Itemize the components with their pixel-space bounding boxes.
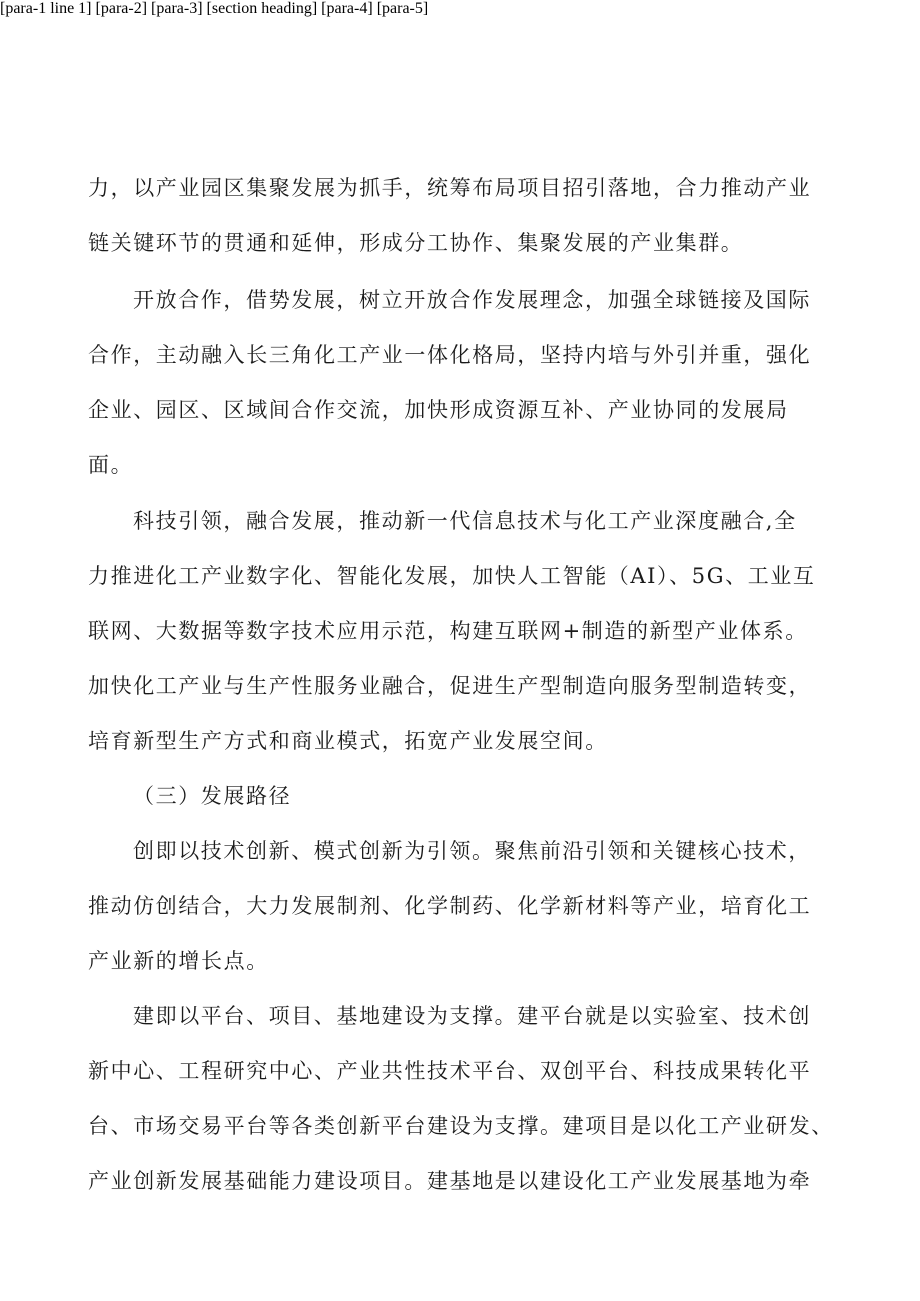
text-line: 面。 bbox=[88, 453, 134, 477]
text-line: 创即以技术创新、模式创新为引领。聚焦前沿引领和关键核心技术， bbox=[133, 839, 811, 863]
text-line: 产业创新发展基础能力建设项目。建基地是以建设化工产业发展基地为牵 bbox=[88, 1169, 812, 1193]
text-line: 新中心、工程研究中心、产业共性技术平台、双创平台、科技成果转化平 bbox=[88, 1059, 812, 1083]
text-line: 力，以产业园区集聚发展为抓手，统筹布局项目招引落地，合力推动产业 bbox=[88, 176, 812, 200]
text-line: 开放合作，借势发展，树立开放合作发展理念，加强全球链接及国际 bbox=[133, 288, 811, 312]
text-line: 台、市场交易平台等各类创新平台建设为支撑。建项目是以化工产业研发、 bbox=[88, 1114, 834, 1138]
text-line: 力推进化工产业数字化、智能化发展，加快人工智能（AI）、5G、工业互 bbox=[88, 564, 816, 588]
text-line: 联网、大数据等数字技术应用示范，构建互联网+制造的新型产业体系。 bbox=[88, 619, 808, 643]
text-line: 产业新的增长点。 bbox=[88, 949, 269, 973]
text-line: 培育新型生产方式和商业模式，拓宽产业发展空间。 bbox=[88, 729, 608, 753]
section-heading: （三）发展路径 bbox=[133, 784, 292, 808]
text-line: 科技引领，融合发展，推动新一代信息技术与化工产业深度融合,全 bbox=[133, 509, 797, 533]
text-line: 企业、园区、区域间合作交流，加快形成资源互补、产业协同的发展局 bbox=[88, 398, 789, 422]
text-line: 建即以平台、项目、基地建设为支撑。建平台就是以实验室、技术创 bbox=[133, 1004, 811, 1028]
document-page: [para-1 line 1] 力，以产业园区集聚发展为抓手，统筹布局项目招引落地，合力推动产业 链关键环节的贯通和延伸，形成分工协作、集聚发展的产业集群。 [para-2] 开放合作，借势发展，树立开放合作发展理念，加强全球链接及国际 合作，主动融入长三角化工产业一体化格局，坚持内培与外引并重，强化 企业、园区、区域间合作交流，加快形成资源互补、产业协同的发展局 面。 [para-3] 科技引领，融合发展，推动新一代信息技术与化工产业深度融合,全 力推进化工产业数字化、智能化发展，加快人工智能（AI）、5G、工业互 联网、大数据等数字技术应用示范，构建互联网+制造的新型产业体系。 加快化工产业与生产性服务业融合，促进生产型制造向服务型制造转变， 培育新型生产方式和商业模式，拓宽产业发展空间。 [section heading] （三）发展路径 [para-4] 创即以技术创新、模式创新为引领。聚焦前沿引领和关键核心技术， 推动仿创结合，大力发展制剂、化学制药、化学新材料等产业，培育化工 产业新的增长点。 [para-5] 建即以平台、项目、基地建设为支撑。建平台就是以实验室、技术创 新中心、工程研究中心、产业共性技术平台、双创平台、科技成果转化平 台、市场交易平台等各类创新平台建设为支撑。建项目是以化工产业研发、 产业创新发展基础能力建设项目。建基地是以建设化工产业发展基地为牵 bbox=[0, 0, 920, 1301]
text-line: 合作，主动融入长三角化工产业一体化格局，坚持内培与外引并重，强化 bbox=[88, 343, 812, 367]
text-line: 链关键环节的贯通和延伸，形成分工协作、集聚发展的产业集群。 bbox=[88, 231, 744, 255]
text-line: 推动仿创结合，大力发展制剂、化学制药、化学新材料等产业，培育化工 bbox=[88, 894, 812, 918]
text-line: 加快化工产业与生产性服务业融合，促进生产型制造向服务型制造转变， bbox=[88, 674, 812, 698]
